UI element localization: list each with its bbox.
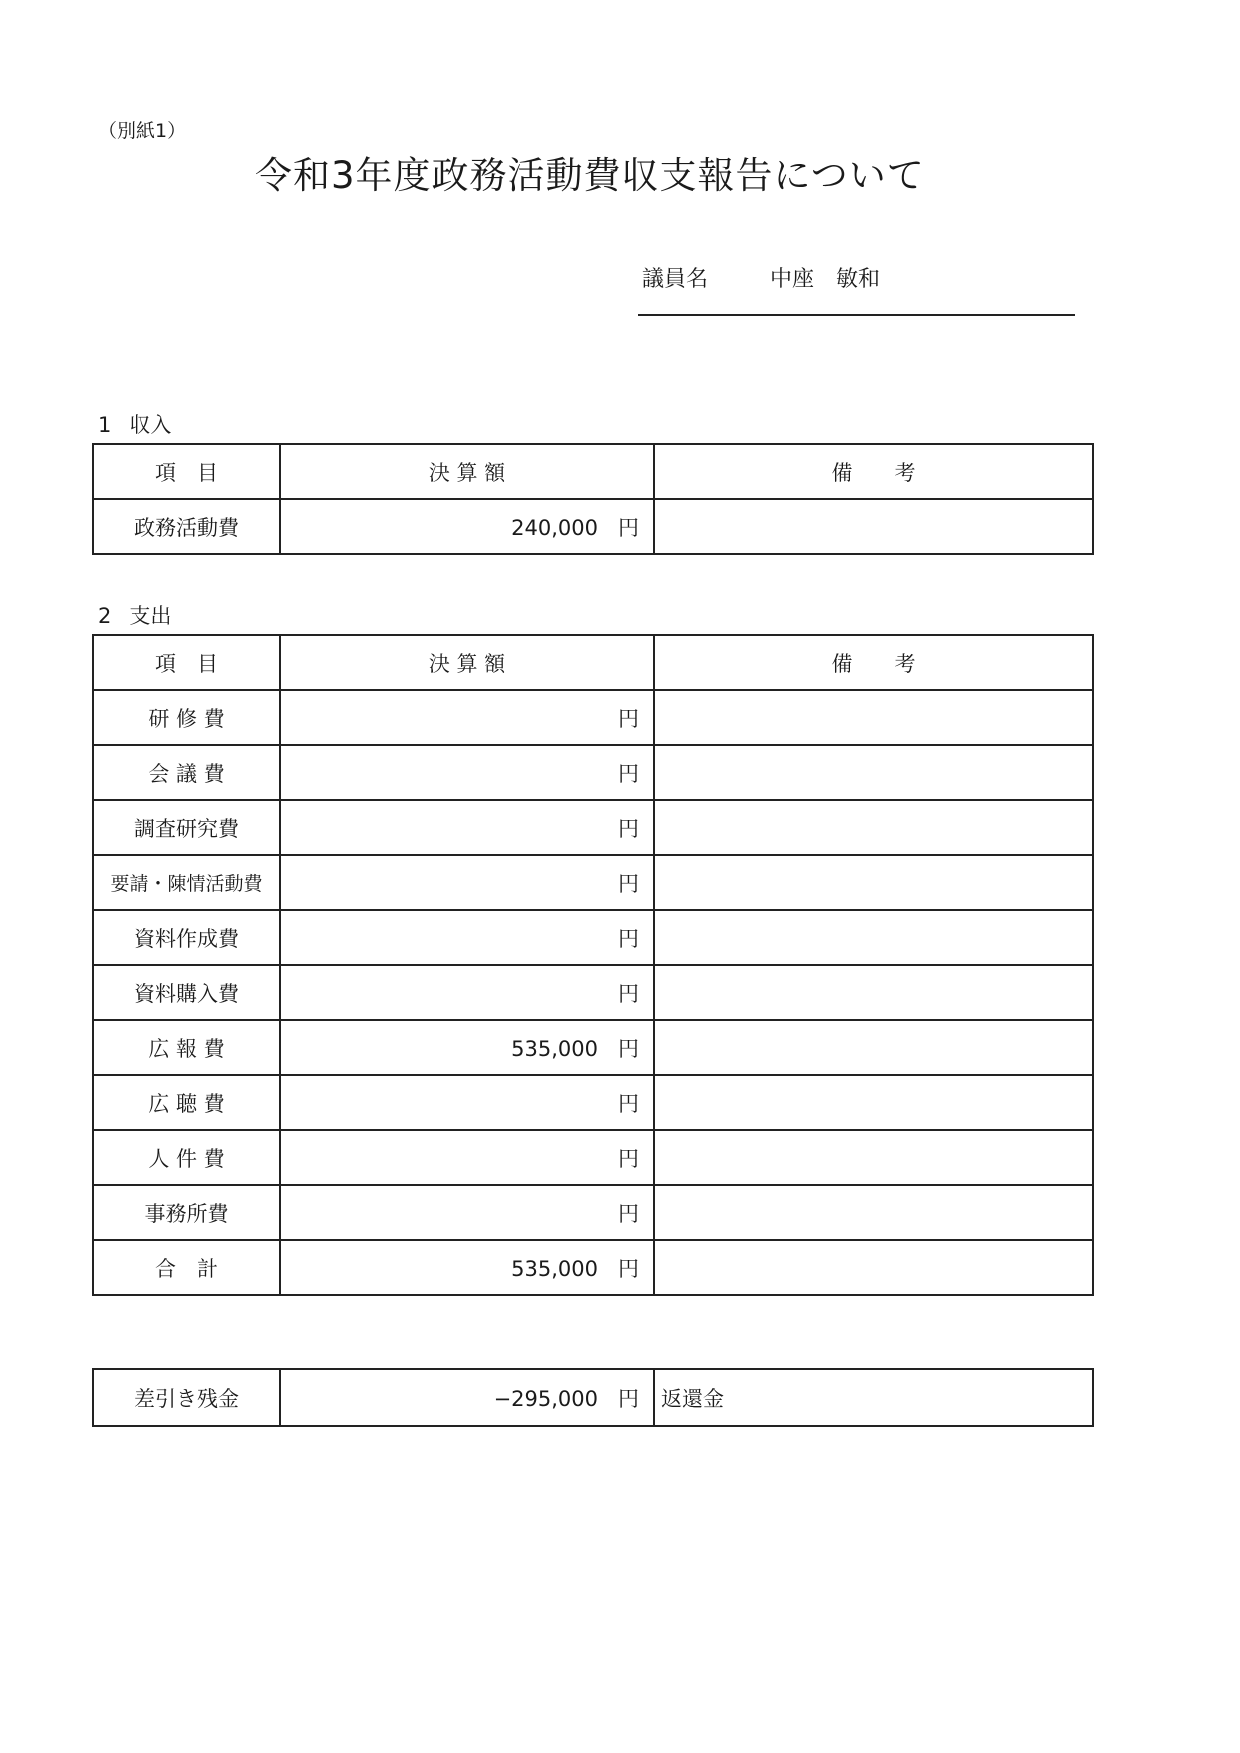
expense-table bbox=[92, 634, 1094, 1296]
row-unit: 円 bbox=[618, 871, 639, 896]
row-amount-cell bbox=[280, 1185, 654, 1240]
row-note bbox=[654, 1185, 1093, 1240]
row-amount-cell bbox=[280, 690, 654, 745]
row-note bbox=[654, 910, 1093, 965]
table-row bbox=[93, 1185, 1093, 1240]
income-section-title: 収入 bbox=[129, 413, 172, 437]
table-row bbox=[93, 1075, 1093, 1130]
total-note bbox=[654, 1240, 1093, 1295]
row-unit: 円 bbox=[618, 1256, 639, 1281]
row-item: 研 修 費 bbox=[93, 690, 280, 745]
balance-amount-cell bbox=[280, 1369, 654, 1426]
table-row bbox=[93, 965, 1093, 1020]
row-item: 広 聴 費 bbox=[93, 1075, 280, 1130]
member-block bbox=[642, 262, 880, 293]
row-amount-cell bbox=[280, 499, 654, 554]
expense-header-item: 項 目 bbox=[93, 635, 280, 690]
total-row bbox=[93, 1240, 1093, 1295]
income-header-amount: 決 算 額 bbox=[280, 444, 654, 499]
income-header-item: 項 目 bbox=[93, 444, 280, 499]
row-item: 政務活動費 bbox=[93, 499, 280, 554]
income-header-note: 備 考 bbox=[654, 444, 1093, 499]
row-unit: 円 bbox=[618, 706, 639, 731]
row-unit: 円 bbox=[618, 515, 639, 540]
table-row bbox=[93, 1020, 1093, 1075]
row-note bbox=[654, 855, 1093, 910]
row-unit: 円 bbox=[618, 1146, 639, 1171]
row-amount-cell bbox=[280, 800, 654, 855]
row-item: 要請・陳情活動費 bbox=[93, 855, 280, 910]
income-section-number: 1 bbox=[98, 413, 112, 437]
row-unit: 円 bbox=[618, 1036, 639, 1061]
balance-amount: −295,000 bbox=[493, 1386, 598, 1411]
balance-label: 差引き残金 bbox=[93, 1369, 280, 1426]
expense-section-number: 2 bbox=[98, 604, 112, 628]
row-unit: 円 bbox=[618, 1201, 639, 1226]
row-amount: 535,000 bbox=[511, 1036, 598, 1061]
total-label: 合 計 bbox=[93, 1240, 280, 1295]
row-unit: 円 bbox=[618, 816, 639, 841]
row-note bbox=[654, 745, 1093, 800]
row-note bbox=[654, 965, 1093, 1020]
balance-note: 返還金 bbox=[654, 1369, 1093, 1426]
row-item: 調査研究費 bbox=[93, 800, 280, 855]
income-table bbox=[92, 443, 1094, 555]
expense-header-amount: 決 算 額 bbox=[280, 635, 654, 690]
balance-unit: 円 bbox=[618, 1386, 639, 1411]
row-item: 広 報 費 bbox=[93, 1020, 280, 1075]
row-note bbox=[654, 1130, 1093, 1185]
row-item: 資料購入費 bbox=[93, 965, 280, 1020]
row-item: 人 件 費 bbox=[93, 1130, 280, 1185]
row-amount-cell bbox=[280, 855, 654, 910]
table-row bbox=[93, 499, 1093, 554]
expense-section-title: 支出 bbox=[129, 604, 172, 628]
row-note bbox=[654, 499, 1093, 554]
balance-row bbox=[93, 1369, 1093, 1426]
row-amount-cell bbox=[280, 910, 654, 965]
table-row bbox=[93, 910, 1093, 965]
table-row bbox=[93, 855, 1093, 910]
table-row bbox=[93, 800, 1093, 855]
row-unit: 円 bbox=[618, 981, 639, 1006]
row-amount-cell bbox=[280, 1075, 654, 1130]
row-amount-cell bbox=[280, 1130, 654, 1185]
expense-section-heading bbox=[98, 600, 171, 630]
annex-label: （別紙1） bbox=[98, 120, 187, 142]
row-note bbox=[654, 1075, 1093, 1130]
row-amount-cell bbox=[280, 965, 654, 1020]
total-amount: 535,000 bbox=[511, 1256, 598, 1281]
table-row bbox=[93, 1130, 1093, 1185]
member-label: 議員名 bbox=[642, 267, 709, 292]
row-item: 会 議 費 bbox=[93, 745, 280, 800]
table-row bbox=[93, 745, 1093, 800]
balance-table bbox=[92, 1368, 1094, 1427]
row-unit: 円 bbox=[618, 761, 639, 786]
row-unit: 円 bbox=[618, 926, 639, 951]
row-item: 事務所費 bbox=[93, 1185, 280, 1240]
row-amount: 240,000 bbox=[511, 515, 598, 540]
expense-header-row bbox=[93, 635, 1093, 690]
row-amount-cell bbox=[280, 1020, 654, 1075]
member-name: 中座 敏和 bbox=[770, 267, 881, 292]
income-header-row bbox=[93, 444, 1093, 499]
report-title: 令和3年度政務活動費収支報告について bbox=[255, 154, 925, 197]
member-underline bbox=[638, 314, 1075, 316]
income-section-heading bbox=[98, 409, 171, 439]
row-amount-cell bbox=[280, 745, 654, 800]
row-item: 資料作成費 bbox=[93, 910, 280, 965]
total-amount-cell bbox=[280, 1240, 654, 1295]
row-note bbox=[654, 690, 1093, 745]
table-row bbox=[93, 690, 1093, 745]
expense-header-note: 備 考 bbox=[654, 635, 1093, 690]
row-note bbox=[654, 1020, 1093, 1075]
row-note bbox=[654, 800, 1093, 855]
row-unit: 円 bbox=[618, 1091, 639, 1116]
